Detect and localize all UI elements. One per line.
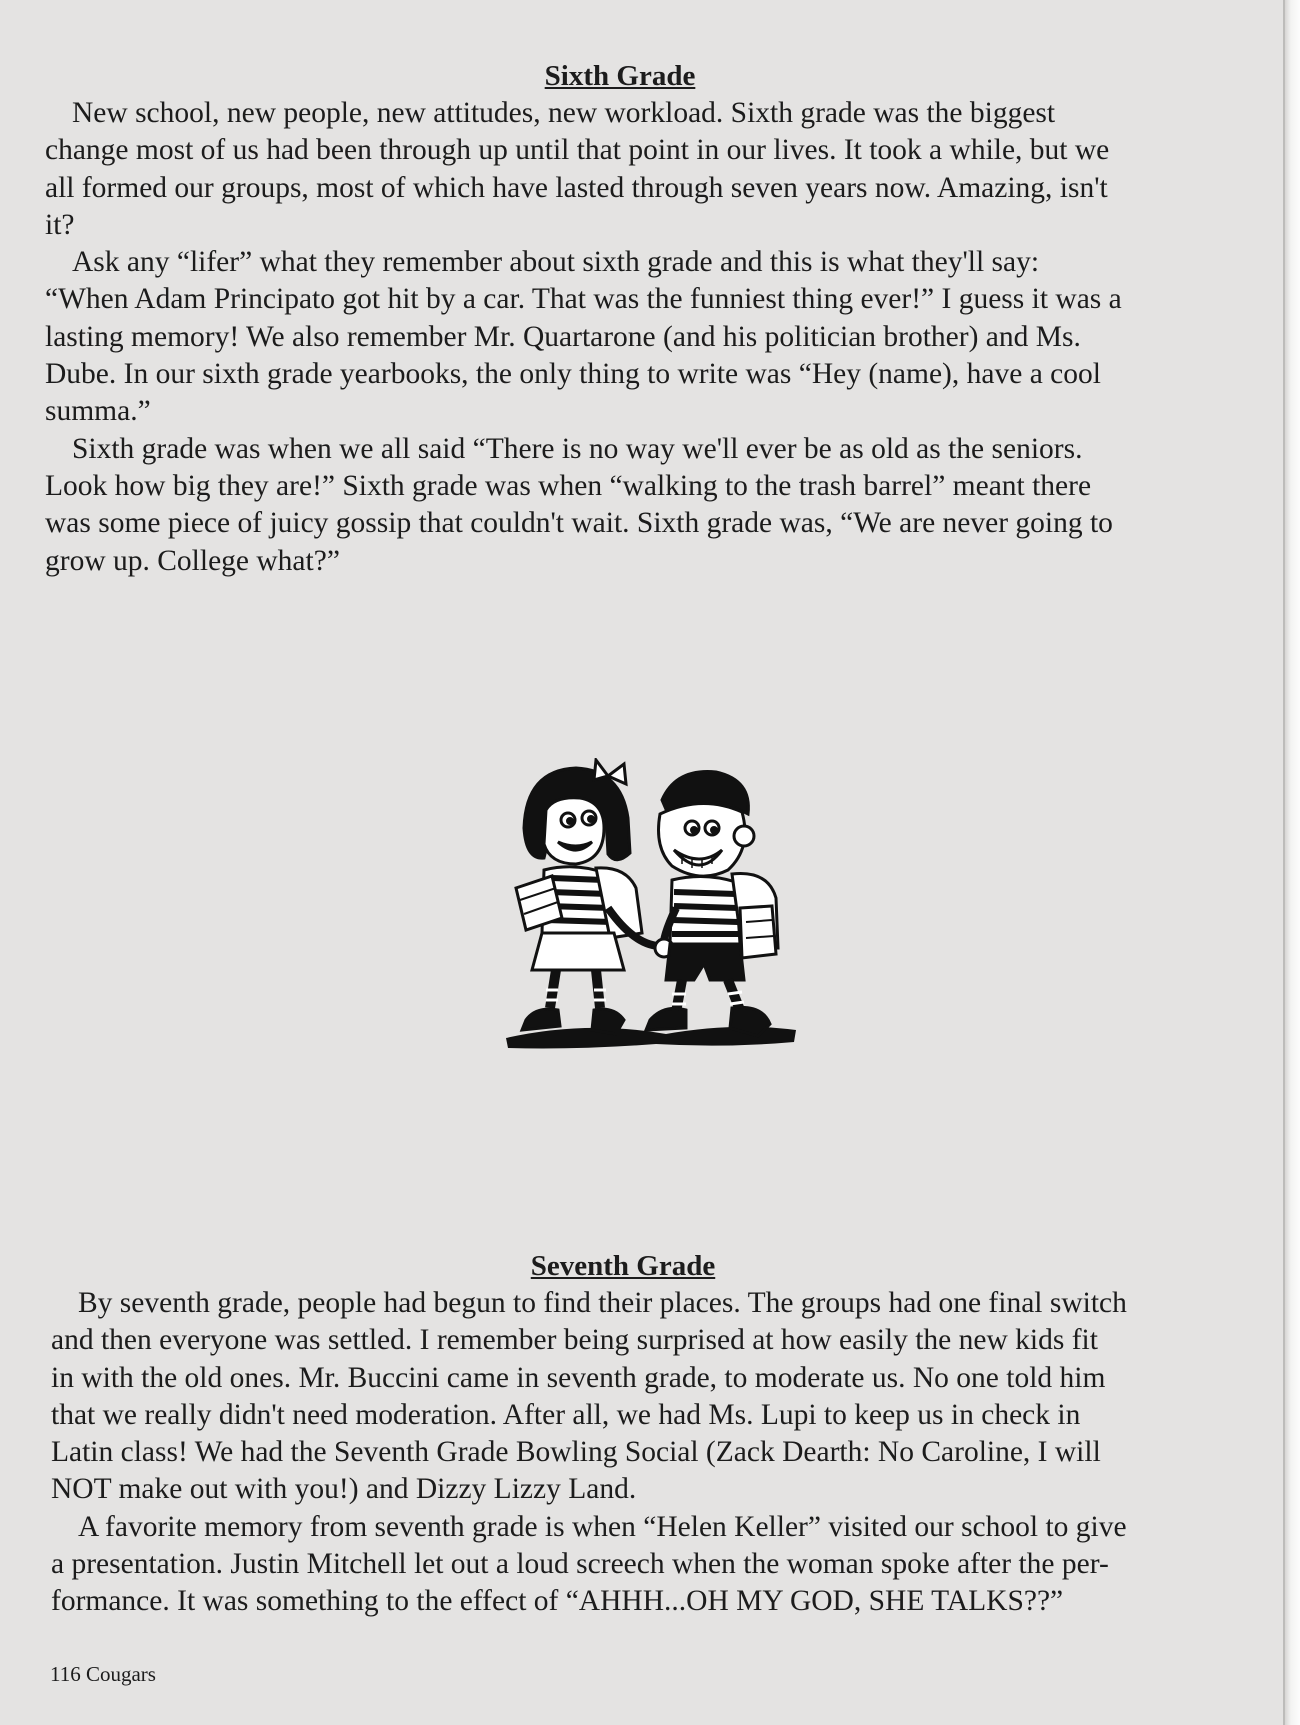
sixth-grade-section [45, 58, 1275, 580]
children-holding-hands-icon [496, 758, 826, 1058]
page-gutter [1283, 0, 1300, 1725]
section-heading: Seventh Grade [530, 1250, 716, 1282]
paragraph: New school, new people, new attitudes, new workload. Sixth grade was the biggest change most of us had been through up until that point in our lives. It took a while, but we all formed our groups, most of which have lasted through seven years now. Amazing, isn't it? [45, 97, 1110, 241]
seventh-grade-section [51, 1248, 1275, 1621]
paragraph: Sixth grade was when we all said “There is no way we'll ever be as old as the seniors. Look how big they are!” Sixth grade was when “walking to the trash barrel” meant there was some piece of juicy gossip that couldn't wait. Sixth grade was, “We are never going to grow up. College what?” [45, 432, 1113, 577]
page-footer: 116 Cougars [50, 1662, 156, 1686]
paragraph: Ask any “lifer” what they remember about sixth grade and this is what they'll say: “When Adam Principato got hit by a car. That was the funniest thing ever!” I guess it was a lasting memory! We also remember Mr. Quartarone (and his politician brother) and Ms. Dube. In our sixth grade yearbooks, the only thing to write was “Hey (name), have a cool summa.” [45, 246, 1122, 428]
paragraph: By seventh grade, people had begun to find their places. The groups had one final switch and then everyone was settled. I remember being surprised at how easily the new kids fit in with the old ones. Mr. Buccini came in seventh grade, to moderate us. No one told him that we really didn't need moderation. After all, we had Ms. Lupi to keep us in check in Latin class! We had the Seventh Grade Bowling Social (Zack Dearth: No Caroline, I will NOT make out with you!) and Dizzy Lizzy Land. [51, 1287, 1127, 1506]
paragraph: A favorite memory from seventh grade is when “Helen Keller” visited our school to give a presentation. Justin Mitchell let out a loud screech when the woman spoke after the per- formance. It was something to the effect of “AHHH...OH MY GOD, SHE TALKS??” [51, 1510, 1127, 1618]
section-heading: Sixth Grade [544, 60, 696, 92]
